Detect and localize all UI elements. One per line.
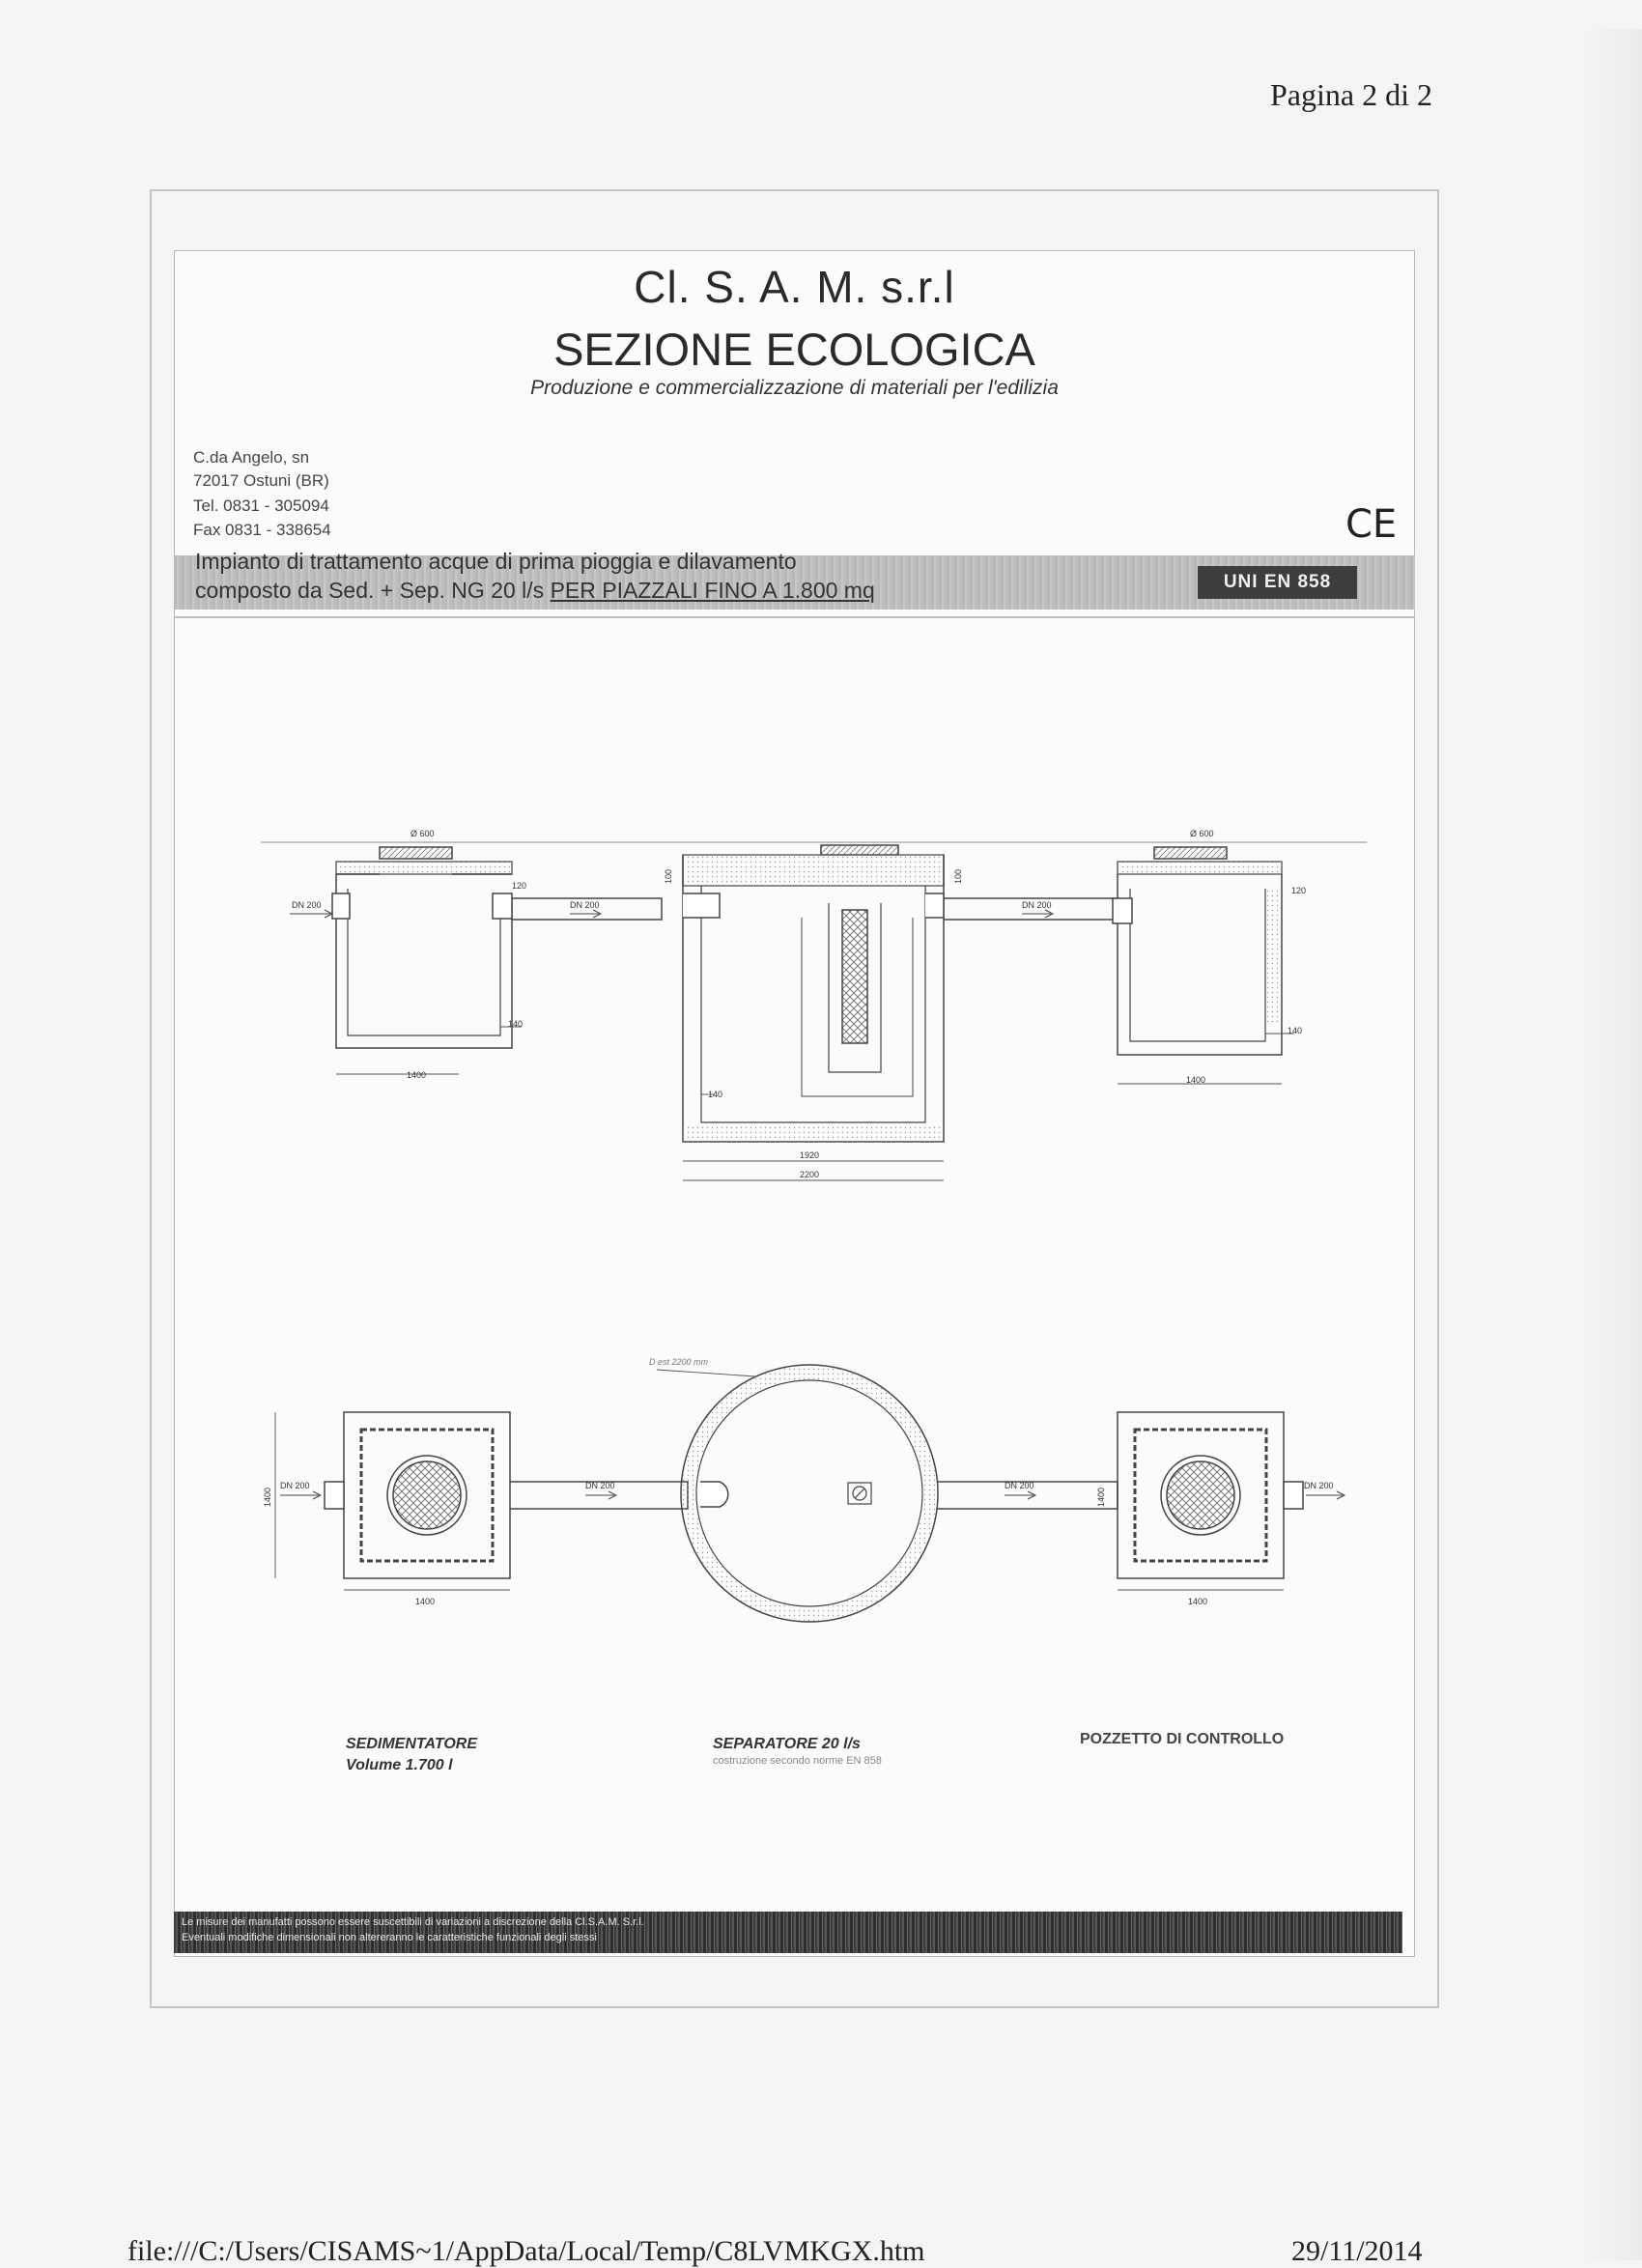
label-plan-pipe-out: DN 200: [1304, 1481, 1334, 1490]
label-cover-left: Ø 600: [410, 829, 435, 838]
title-band-line1: Impianto di trattamento acque di prima pioggia e dilavamento: [195, 549, 797, 574]
ce-mark: CE: [1345, 502, 1398, 547]
label-pipe-2: DN 200: [1022, 900, 1052, 910]
label-pipe-inlet: DN 200: [292, 900, 322, 910]
dim-140-left: 140: [508, 1019, 524, 1029]
address-city: 72017 Ostuni (BR): [193, 471, 329, 490]
page-number: Pagina 2 di 2: [1270, 77, 1432, 112]
browser-print-date: 29/11/2014: [1291, 2235, 1423, 2267]
label-plan-pipe-in: DN 200: [280, 1481, 310, 1490]
dim-100-a: 100: [664, 868, 673, 884]
address-street: C.da Angelo, sn: [193, 448, 310, 467]
section-sedimentatore: [290, 847, 512, 1048]
caption-pozzetto-title: POZZETTO DI CONTROLLO: [1080, 1731, 1285, 1747]
dim-1920: 1920: [800, 1150, 820, 1160]
dim-plan-1400-right: 1400: [1188, 1597, 1208, 1606]
address-fax: Fax 0831 - 338654: [193, 521, 331, 539]
browser-file-path: file:///C:/Users/CISAMS~1/AppData/Local/Temp/C8LVMKGX.htm: [127, 2235, 925, 2267]
footer-line2: Eventuali modifiche dimensionali non altereranno le caratteristiche funzionali degli stessi: [182, 1932, 597, 1943]
plan-pozzetto: [1118, 1412, 1345, 1590]
section-pozzetto: [1113, 847, 1282, 1055]
company-name: Cl. S. A. M. s.r.l: [634, 262, 955, 312]
label-diameter-note: D est 2200 mm: [649, 1357, 709, 1367]
dim-plan-1400-vert-left: 1400: [263, 1487, 272, 1507]
label-plan-pipe-2: DN 200: [1005, 1481, 1034, 1490]
title-band-line2-underlined: PER PIAZZALI FINO A 1.800 mq: [550, 578, 875, 603]
dim-120-right: 120: [1291, 886, 1307, 895]
caption-sedimentatore-title: SEDIMENTATORE: [346, 1736, 478, 1752]
caption-separatore-note: costruzione secondo norme EN 858: [713, 1755, 882, 1767]
plan-sedimentatore: [275, 1412, 510, 1590]
company-tagline: Produzione e commercializzazione di materiali per l'edilizia: [530, 377, 1059, 399]
section-title: SEZIONE ECOLOGICA: [553, 324, 1035, 375]
address-tel: Tel. 0831 - 305094: [193, 496, 329, 515]
dim-140-right: 140: [1288, 1026, 1303, 1035]
dim-1400-left: 1400: [407, 1070, 427, 1080]
dim-plan-1400-left: 1400: [415, 1597, 436, 1606]
label-cover-right: Ø 600: [1190, 829, 1214, 838]
label-plan-pipe-1: DN 200: [585, 1481, 615, 1490]
norm-badge: UNI EN 858: [1198, 566, 1357, 599]
section-view: [261, 842, 1367, 1180]
title-band-line2-prefix: composto da Sed. + Sep. NG 20 l/s: [195, 578, 551, 603]
caption-sedimentatore-volume: Volume 1.700 l: [346, 1757, 453, 1773]
footer-line1: Le misure dei manufatti possono essere suscettibili di variazioni a discrezione della Cl.S.A.M. S.r.l.: [182, 1916, 644, 1928]
label-pipe-1: DN 200: [570, 900, 600, 910]
dim-120-left: 120: [512, 881, 527, 891]
dim-100-b: 100: [953, 868, 963, 884]
dim-plan-1400-vert-right: 1400: [1096, 1487, 1106, 1507]
plan-separatore: [657, 1365, 938, 1622]
dim-2200: 2200: [800, 1170, 820, 1179]
plan-view: [275, 1365, 1345, 1622]
dim-140-center: 140: [708, 1090, 723, 1099]
caption-separatore-title: SEPARATORE 20 l/s: [713, 1736, 861, 1752]
dim-1400-right: 1400: [1186, 1075, 1206, 1085]
